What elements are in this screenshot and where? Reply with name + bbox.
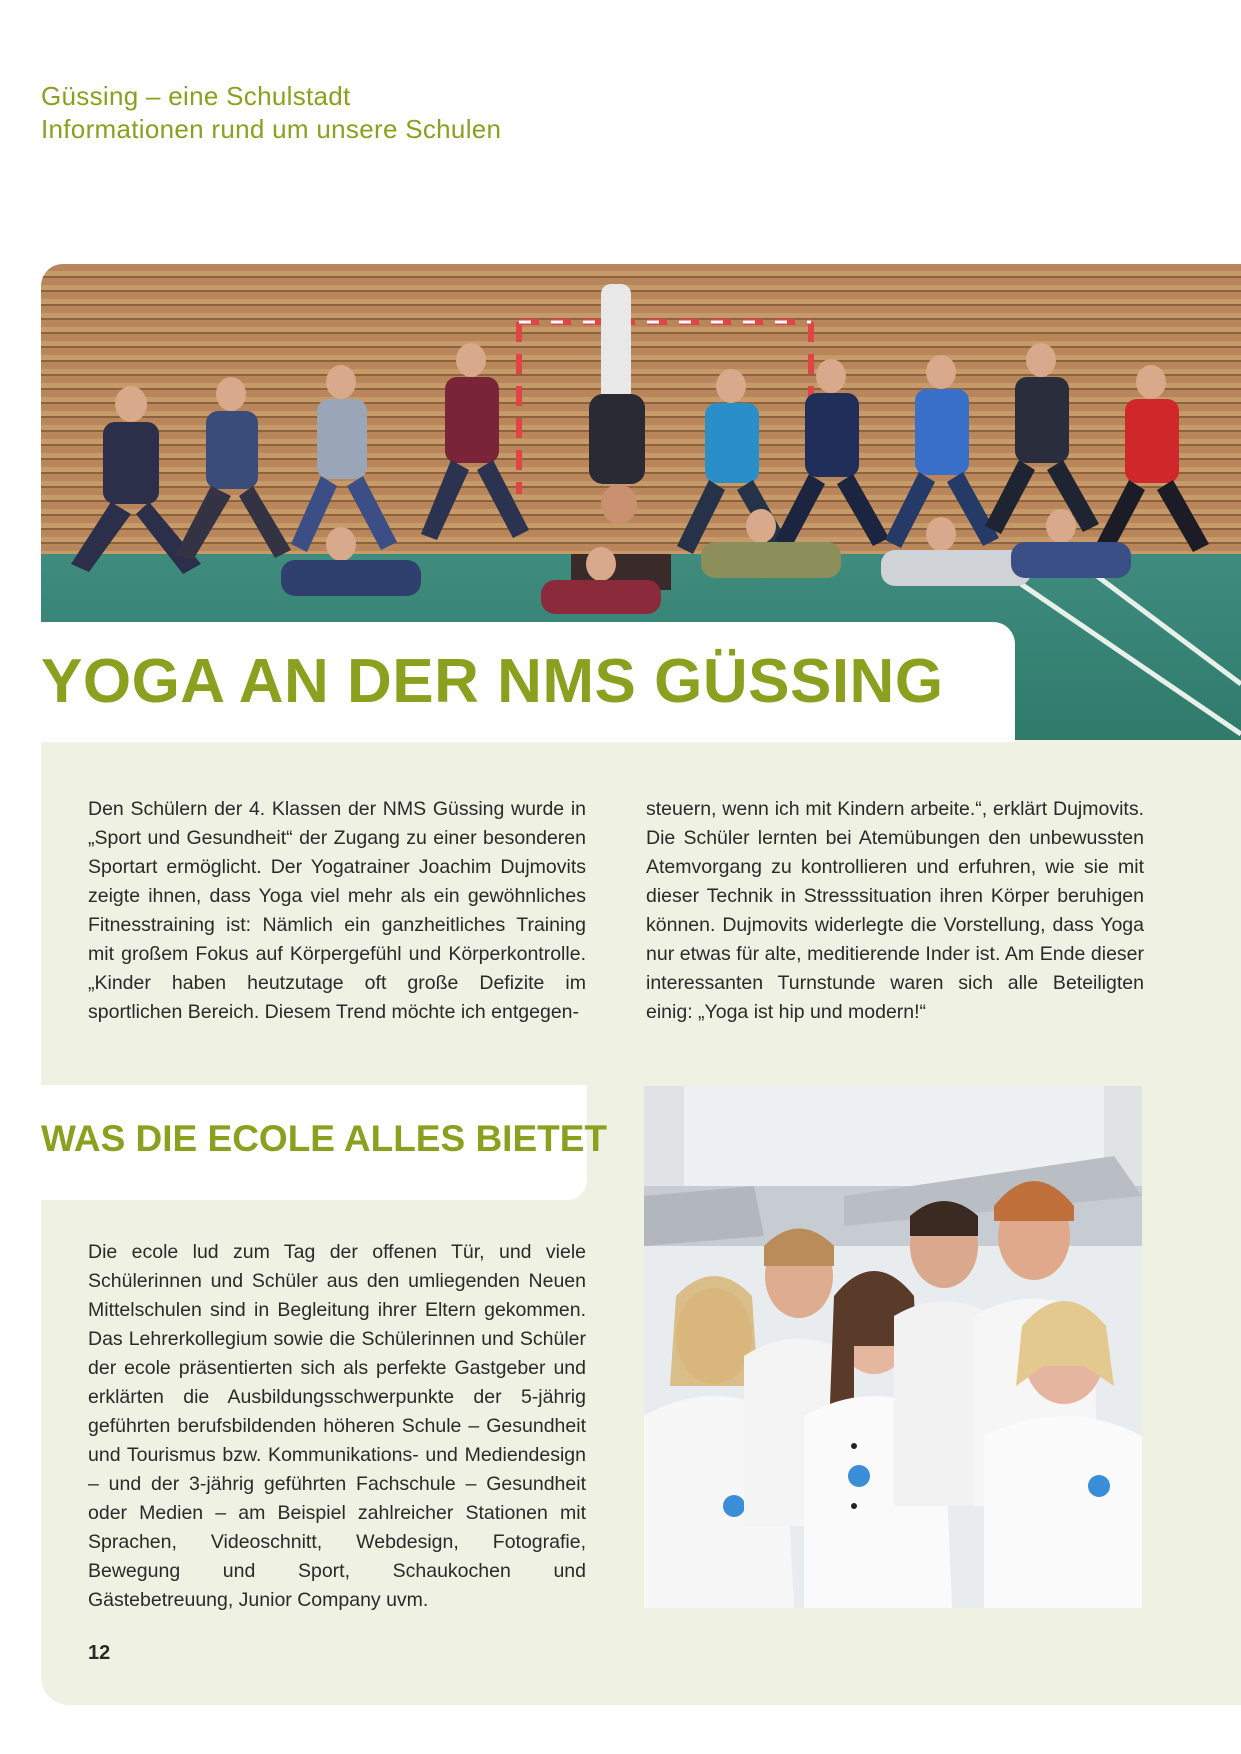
header-line-2: Informationen rund um unsere Schulen (41, 114, 502, 144)
article2-body: Die ecole lud zum Tag der offenen Tür, und viele Schülerinnen und Schüler aus den umliegenden Neuen Mittelschulen sind in Begleitung ihrer Eltern gekommen. Das Lehrerkollegium sowie die Schülerinnen und Schüler der ecole präsentierten sich als perfekte Gastgeber und erklärten die Ausbildungsschwerpunkte der 5-jährig geführten berufsbildenden höheren Schule – Gesundheit und Tourismus bzw. Kommunikations- und Mediendesign – und der 3-jährig geführten Fachschule – Gesundheit oder Medien – am Beispiel zahlreicher Stationen mit Sprachen, Videoschnitt, Webdesign, Fotografie, Bewegung und Sport, Schaukochen und Gästebetreuung, Junior Company uvm. (88, 1241, 586, 1611)
chefs-group-kitchen-photo (644, 1086, 1142, 1608)
article1-column-2: steuern, wenn ich mit Kindern arbeite.“, erklärt Dujmovits. Die Schüler lernten bei Atemübungen den unbewussten Atemvorgang zu kontrollieren und erfuhren, wie sie mit dieser Technik in Stresssituation ihren Körper beruhigen können. Dujmovits widerlegte die Vorstellung, dass Yoga nur etwas für alte, meditierende Inder ist. Am Ende dieser interessanten Turnstunde waren sich alle Beteiligten einig: „Yoga ist hip und modern!“ (646, 798, 1144, 1023)
header-line-1: Güssing – eine Schulstadt (41, 81, 351, 111)
article2-title: WAS DIE ECOLE ALLES BIETET (41, 1118, 608, 1159)
article1-title: YOGA AN DER NMS GÜSSING (41, 647, 944, 716)
page-number: 12 (88, 1642, 111, 1664)
article1-column-1: Den Schülern der 4. Klassen der NMS Güssing wurde in „Sport und Gesundheit“ der Zugang zu einer besonderen Sportart ermöglicht. Der Yogatrainer Joachim Dujmovits zeigte ihnen, dass Yoga viel mehr als ein gewöhnliches Fitnesstraining ist: Nämlich ein ganzheitliches Training mit großem Fokus auf Körpergefühl und Körperkontrolle. „Kinder haben heutzutage oft große Defizite im sportlichen Bereich. Diesem Trend möchte ich entgegen- (88, 798, 586, 1023)
page-header (41, 80, 501, 146)
